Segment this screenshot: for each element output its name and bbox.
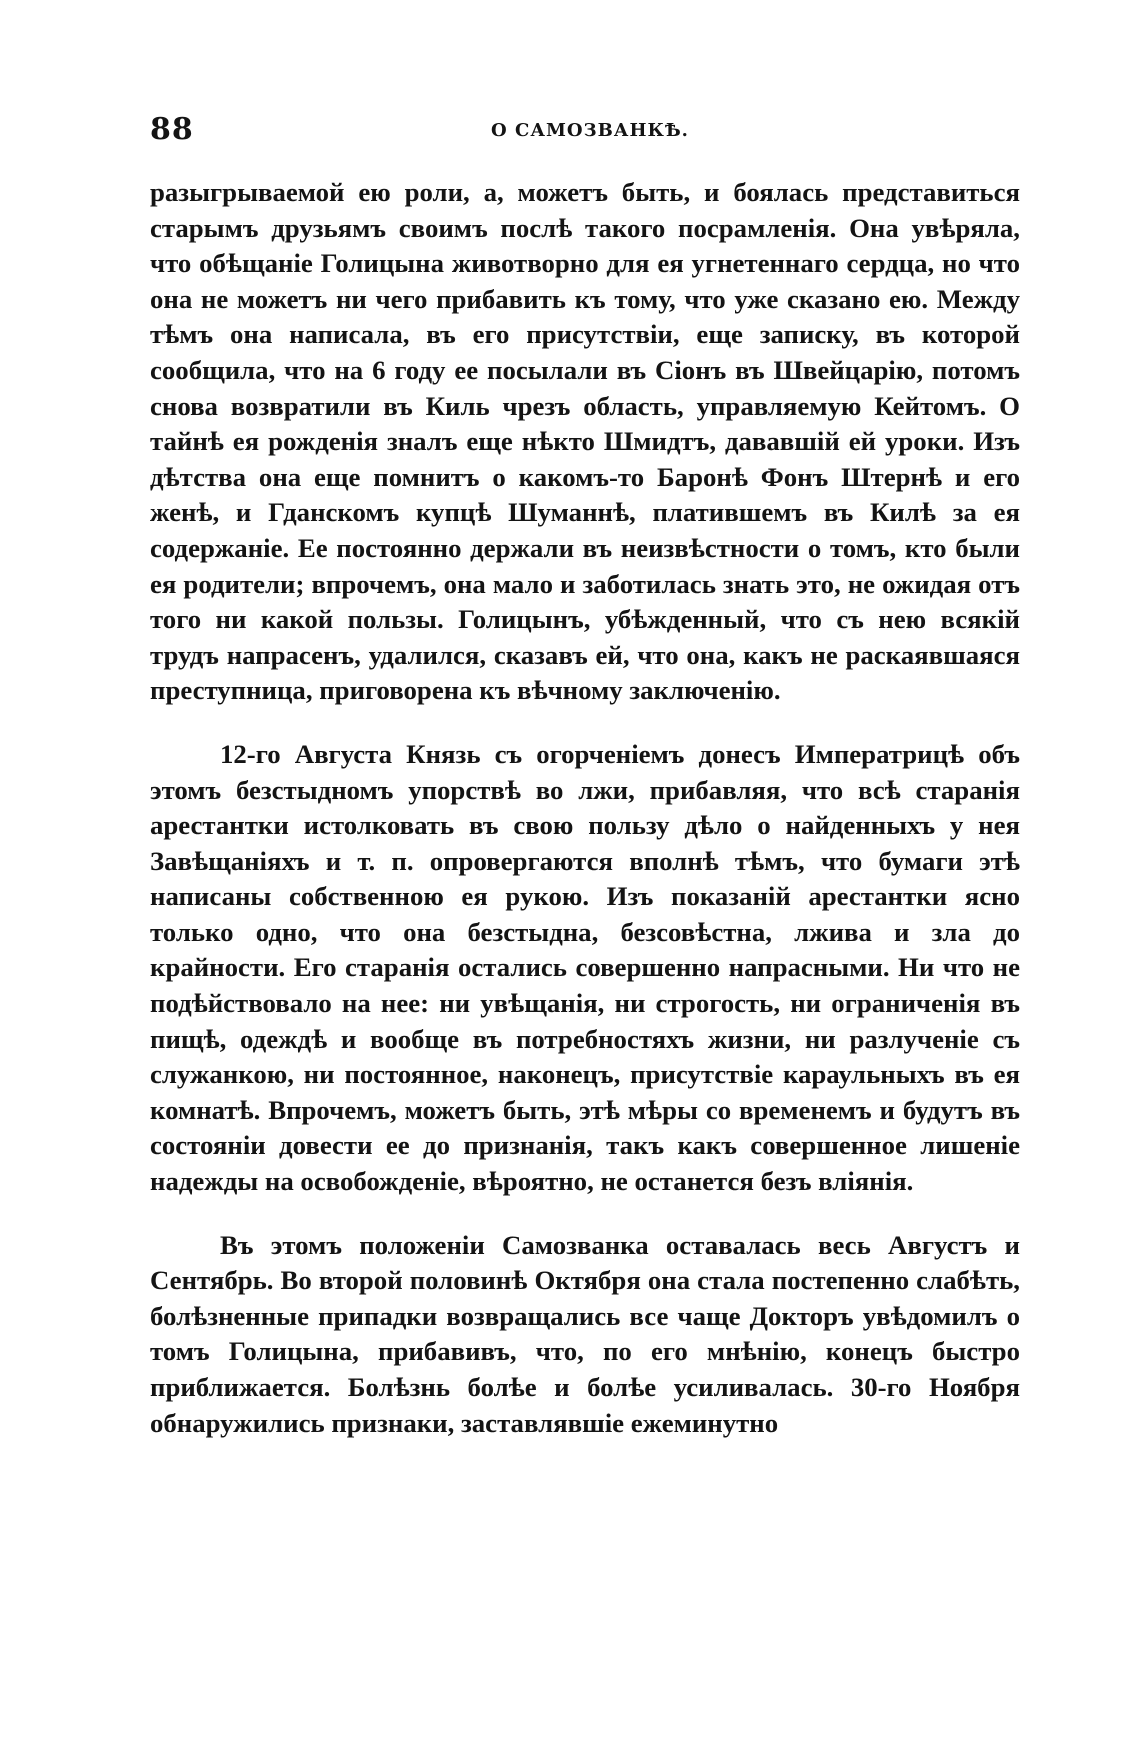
page-number: 88 bbox=[150, 112, 194, 147]
paragraph-continued: разыгрываемой ею роли, а, можетъ быть, и боялась представиться старымъ друзьямъ своимъ послѣ такого посрамленія. Она увѣряла, что обѣщаніе Голицына животворно для ея угнетеннаго сердца, но что она не можетъ ни чего прибавить къ тому, что уже сказано ею. Между тѣмъ она написала, въ его присутствіи, еще записку, въ которой сообщила, что на 6 году ее посылали въ Сіонъ въ Швейцарію, потомъ снова возвратили въ Киль чрезъ область, управляемую Кейтомъ. О тайнѣ ея рожденія зналъ еще нѣкто Шмидтъ, дававшій ей уроки. Изъ дѣтства она еще помнитъ о какомъ-то Баронѣ Фонъ Штернѣ и его женѣ, и Гданскомъ купцѣ Шуманнѣ, платившемъ въ Килѣ за ея содержаніе. Ее постоянно держали въ неизвѣстности о томъ, кто были ея родители; впрочемъ, она мало и заботилась знать это, не ожидая отъ того ни какой пользы. Голицынъ, убѣжденный, что съ нею всякій трудъ напрасенъ, удалился, сказавъ ей, что она, какъ не раскаявшаяся преступница, приговорена къ вѣчному заключенію. bbox=[150, 177, 1020, 706]
running-title: О САМОЗВАНКѢ. bbox=[491, 120, 689, 141]
page-header bbox=[150, 112, 1030, 152]
paragraph-september: Въ этомъ положеніи Самозванка оставалась весь Августъ и Сентябрь. Во второй половинѣ Октября она стала постепенно слабѣть, болѣзненные припадки возвращались все чаще Докторъ увѣдомилъ о томъ Голицына, прибавивъ, что, по его мнѣнію, конецъ быстро приближается. Болѣзнь болѣе и болѣе усиливалась. 30-го Ноября обнаружились признаки, заставлявшіе ежеминутно bbox=[150, 1229, 1020, 1438]
body-text bbox=[150, 175, 1020, 1441]
paragraph-august-12: 12-го Августа Князь съ огорченіемъ донесъ Императрицѣ объ этомъ безстыдномъ упорствѣ во лжи, прибавляя, что всѣ старанія арестантки истолковать въ свою пользу дѣло о найденныхъ у нея Завѣщаніяхъ и т. п. опровергаются вполнѣ тѣмъ, что бумаги этѣ написаны собственною ея рукою. Изъ показаній арестантки ясно только одно, что она безстыдна, безсовѣстна, лжива и зла до крайности. Его старанія остались совершенно напрасными. Ни что не подѣйствовало на нее: ни увѣщанія, ни строгость, ни ограниченія въ пищѣ, одеждѣ и вообще въ потребностяхъ жизни, ни разлученіе съ служанкою, ни постоянное, наконецъ, присутствіе караульныхъ въ ея комнатѣ. Впрочемъ, можетъ быть, этѣ мѣры со временемъ и будутъ въ состояніи довести ее до признанія, такъ какъ совершенное лишеніе надежды на освобожденіе, вѣроятно, не останется безъ вліянія. bbox=[150, 738, 1020, 1197]
